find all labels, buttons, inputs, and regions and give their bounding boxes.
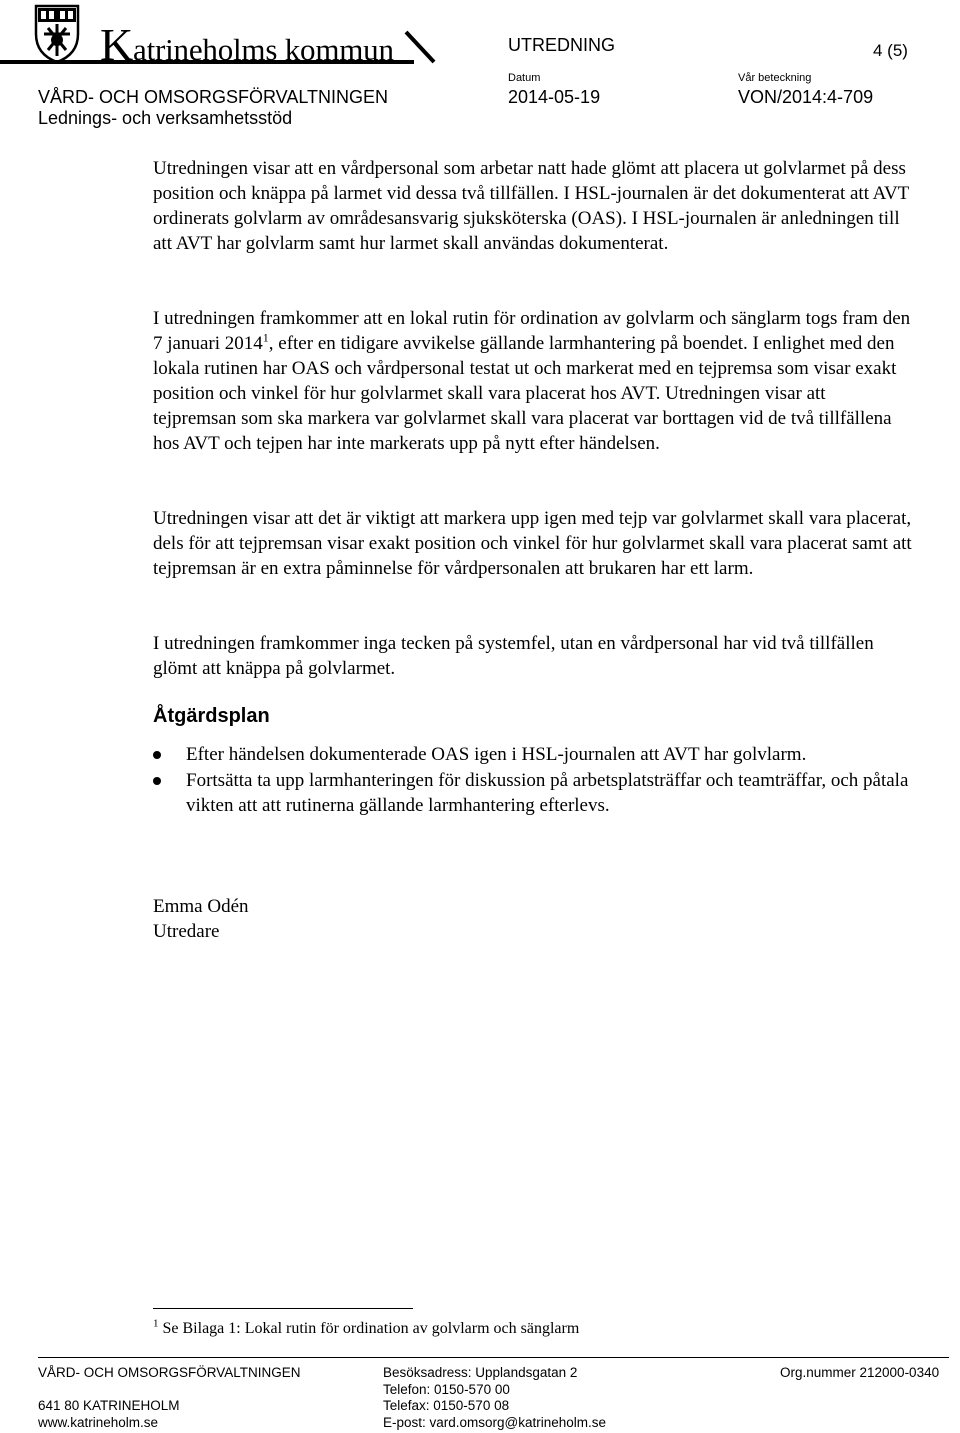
footnote-separator xyxy=(153,1308,413,1309)
section-heading: Åtgärdsplan xyxy=(153,705,270,727)
footer-phone: Telefon: 0150-570 00 xyxy=(383,1382,510,1397)
document-type: UTREDNING xyxy=(508,35,615,55)
unit-name: Lednings- och verksamhetsstöd xyxy=(38,108,293,128)
footer-separator xyxy=(38,1357,949,1358)
bullet-icon xyxy=(153,777,161,785)
signature-name: Emma Odén xyxy=(153,896,249,917)
footer-website-link[interactable]: www.katrineholm.se xyxy=(38,1415,159,1430)
footer-visit-address: Besöksadress: Upplandsgatan 2 xyxy=(383,1365,578,1380)
footnote-text: Se Bilaga 1: Lokal rutin för ordination av golvlarm och sänglarm xyxy=(162,1320,580,1337)
footer-org-number: Org.nummer 212000-0340 xyxy=(780,1365,940,1380)
list-item xyxy=(153,768,913,818)
footnote-reference: 1 xyxy=(262,330,269,345)
paragraph-1-text: Utredningen visar att en vårdpersonal som arbetar natt hade glömt att placera ut golvlarmet på dess position och knäppa på larmet vid dessa två tillfällen. I HSL-journalen är det dokumenterat att AVT ordinerats golvlarm av områdesansvarig sjuksköterska (OAS). I HSL-journalen är anledningen till att AVT har golvlarm samt hur larmet skall användas dokumenterat. xyxy=(153,158,909,254)
paragraph-3 xyxy=(153,506,913,581)
paragraph-2-text-b: , efter en tidigare avvikelse gällande larmhantering på boendet. I enlighet med den lokala rutinen har OAS och vårdpersonal testat ut och markerat med en tejpremsa som visar exakt position och vinkel för hur golvlarmet skall vara placerat hos AVT. Utredningen visar att tejpremsan som ska markera var golvlarmet skall vara placerat var borttagen vid de två tillfällena hos AVT och tejpen har inte markerats upp på nytt efter händelsen. xyxy=(153,333,897,454)
page-number: 4 (5) xyxy=(873,41,908,60)
list-item-text: Fortsätta ta upp larmhanteringen för diskussion på arbetsplatsträffar och teamträffar, och påtala vikten att att rutinerna gällande larmhantering efterlevs. xyxy=(186,770,909,816)
action-plan-list xyxy=(153,742,913,819)
paragraph-3-text: Utredningen visar att det är viktigt att markera upp igen med tejp var golvlarmet skall vara placerat, dels för att tejpremsan visar exakt position och vinkel för hur golvlarmet skall vara placerat samt att tejpremsan är en extra påminnelse för vårdpersonalen att brukaren har ett larm. xyxy=(153,508,912,579)
municipal-crest-logo xyxy=(30,4,84,64)
logo-swoosh-icon xyxy=(404,30,438,66)
date-value: 2014-05-19 xyxy=(508,87,601,107)
paragraph-1 xyxy=(153,156,913,256)
reference-value: VON/2014:4-709 xyxy=(738,87,874,107)
bullet-icon xyxy=(153,751,161,759)
footnote xyxy=(153,1317,580,1338)
paragraph-2-text-a: I utredningen framkommer att en lokal rutin för ordination av golvlarm och sänglarm togs fram den 7 januari 2014 xyxy=(153,308,911,354)
date-label: Datum xyxy=(508,72,541,84)
footer-fax: Telefax: 0150-570 08 xyxy=(383,1398,510,1413)
footer-department: VÅRD- OCH OMSORGSFÖRVALTNINGEN xyxy=(38,1365,301,1380)
reference-label: Vår beteckning xyxy=(738,72,812,84)
logo-wordmark: Katrineholms kommun xyxy=(100,19,394,70)
list-item-text: Efter händelsen dokumenterade OAS igen i HSL-journalen att AVT har golvlarm. xyxy=(186,744,807,765)
department-name: VÅRD- OCH OMSORGSFÖRVALTNINGEN xyxy=(38,87,389,107)
paragraph-4-text: I utredningen framkommer inga tecken på systemfel, utan en vårdpersonal har vid två tillfällen glömt att knäppa på golvlarmet. xyxy=(153,633,874,679)
list-item xyxy=(153,742,913,767)
paragraph-2 xyxy=(153,306,913,456)
footer-postal-address: 641 80 KATRINEHOLM xyxy=(38,1398,180,1413)
signature-title: Utredare xyxy=(153,921,220,942)
footnote-number: 1 xyxy=(153,1317,159,1330)
paragraph-4 xyxy=(153,631,913,681)
footer-email-link[interactable]: E-post: vard.omsorg@katrineholm.se xyxy=(383,1415,607,1430)
